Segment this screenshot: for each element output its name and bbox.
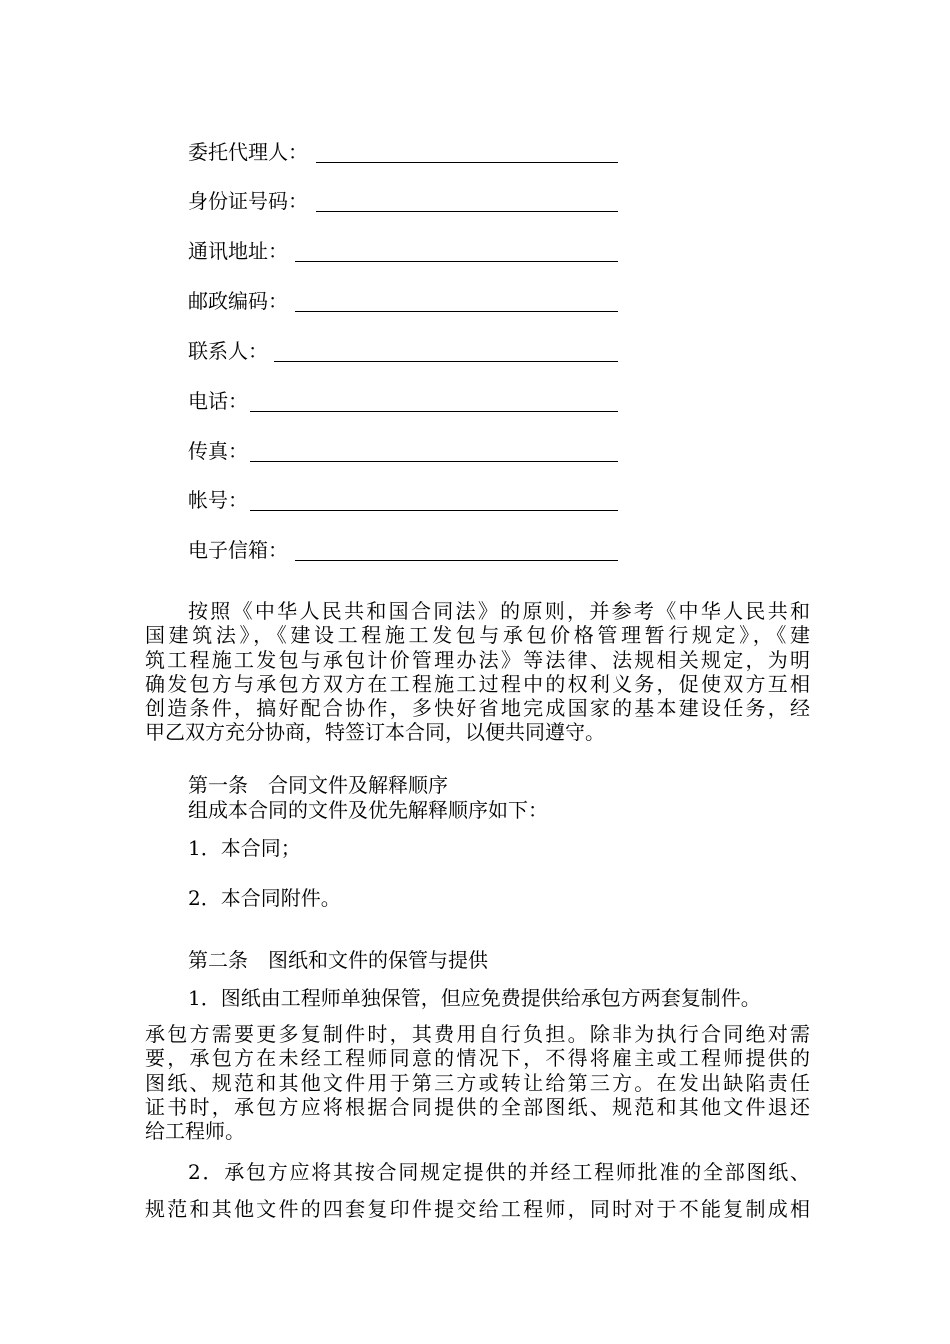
text-line: 甲乙双方充分协商，特签订本合同，以便共同遵守。 [145, 720, 605, 745]
form-field-fax [188, 439, 248, 463]
form-field-postcode [188, 289, 288, 313]
article-1-heading: 第一条 合同文件及解释顺序 [188, 773, 448, 797]
field-label: 委托代理人： [188, 140, 308, 164]
form-field-email [188, 538, 288, 562]
article-2-clause-2-first-line-wrap [145, 1160, 810, 1184]
text-line: 承包方需要更多复制件时，其费用自行负担。除非为执行合同绝对需 [145, 1022, 810, 1046]
text-line: 规范和其他文件的四套复印件提交给工程师，同时对于不能复制成相 [145, 1197, 810, 1221]
text-line: 图纸、规范和其他文件用于第三方或转让给第三方。在发出缺陷责任 [145, 1070, 810, 1095]
text-line: 筑工程施工发包与承包计价管理办法》等法律、法规相关规定，为明 [145, 647, 810, 672]
article-2-clause-2-body [145, 1197, 810, 1221]
text-line: 给工程师。 [145, 1119, 245, 1144]
field-label: 身份证号码： [188, 189, 308, 213]
field-label: 邮政编码： [188, 289, 288, 313]
field-blank-line[interactable] [274, 339, 618, 362]
field-label: 电话： [188, 389, 248, 413]
article-2-heading: 第二条 图纸和文件的保管与提供 [188, 948, 488, 972]
form-field-contact [188, 339, 268, 363]
field-blank-line[interactable] [295, 538, 618, 561]
text-line: 按照《中华人民共和国合同法》的原则，并参考《中华人民共和 [188, 599, 810, 623]
field-blank-line[interactable] [250, 389, 618, 412]
article-2-clause-1-body [145, 1022, 810, 1143]
article-1-item-1: 1．本合同； [188, 836, 301, 860]
field-blank-line[interactable] [316, 189, 618, 212]
text-line: 要，承包方在未经工程师同意的情况下，不得将雇主或工程师提供的 [145, 1046, 810, 1071]
field-label: 联系人： [188, 339, 268, 363]
field-label: 传真： [188, 439, 248, 463]
form-field-id-number [188, 189, 308, 213]
field-blank-line[interactable] [295, 239, 618, 262]
article-2-clause-1-first-line: 1．图纸由工程师单独保管，但应免费提供给承包方两套复制件。 [188, 986, 761, 1010]
text-line: 确发包方与承包方双方在工程施工过程中的权利义务，促使双方互相 [145, 671, 810, 696]
text-line: 国建筑法》，《建设工程施工发包与承包价格管理暂行规定》，《建 [145, 623, 810, 648]
form-field-agent [188, 140, 308, 164]
article-1-item-2: 2．本合同附件。 [188, 886, 341, 910]
field-blank-line[interactable] [316, 140, 618, 163]
form-field-phone [188, 389, 248, 413]
text-line: 证书时，承包方应将根据合同提供的全部图纸、规范和其他文件退还 [145, 1094, 810, 1119]
field-label: 电子信箱： [188, 538, 288, 562]
field-blank-line[interactable] [250, 488, 618, 511]
article-2-clause-2-first-line: 2．承包方应将其按合同规定提供的并经工程师批准的全部图纸、 [188, 1160, 810, 1184]
field-blank-line[interactable] [295, 289, 618, 312]
field-label: 通讯地址： [188, 239, 288, 263]
text-line: 创造条件，搞好配合协作，多快好省地完成国家的基本建设任务，经 [145, 696, 810, 721]
form-field-address [188, 239, 288, 263]
field-blank-line[interactable] [250, 439, 618, 462]
article-1-intro: 组成本合同的文件及优先解释顺序如下： [188, 798, 548, 822]
preamble-paragraph [145, 599, 810, 745]
field-label: 帐号： [188, 488, 248, 512]
form-field-account [188, 488, 248, 512]
